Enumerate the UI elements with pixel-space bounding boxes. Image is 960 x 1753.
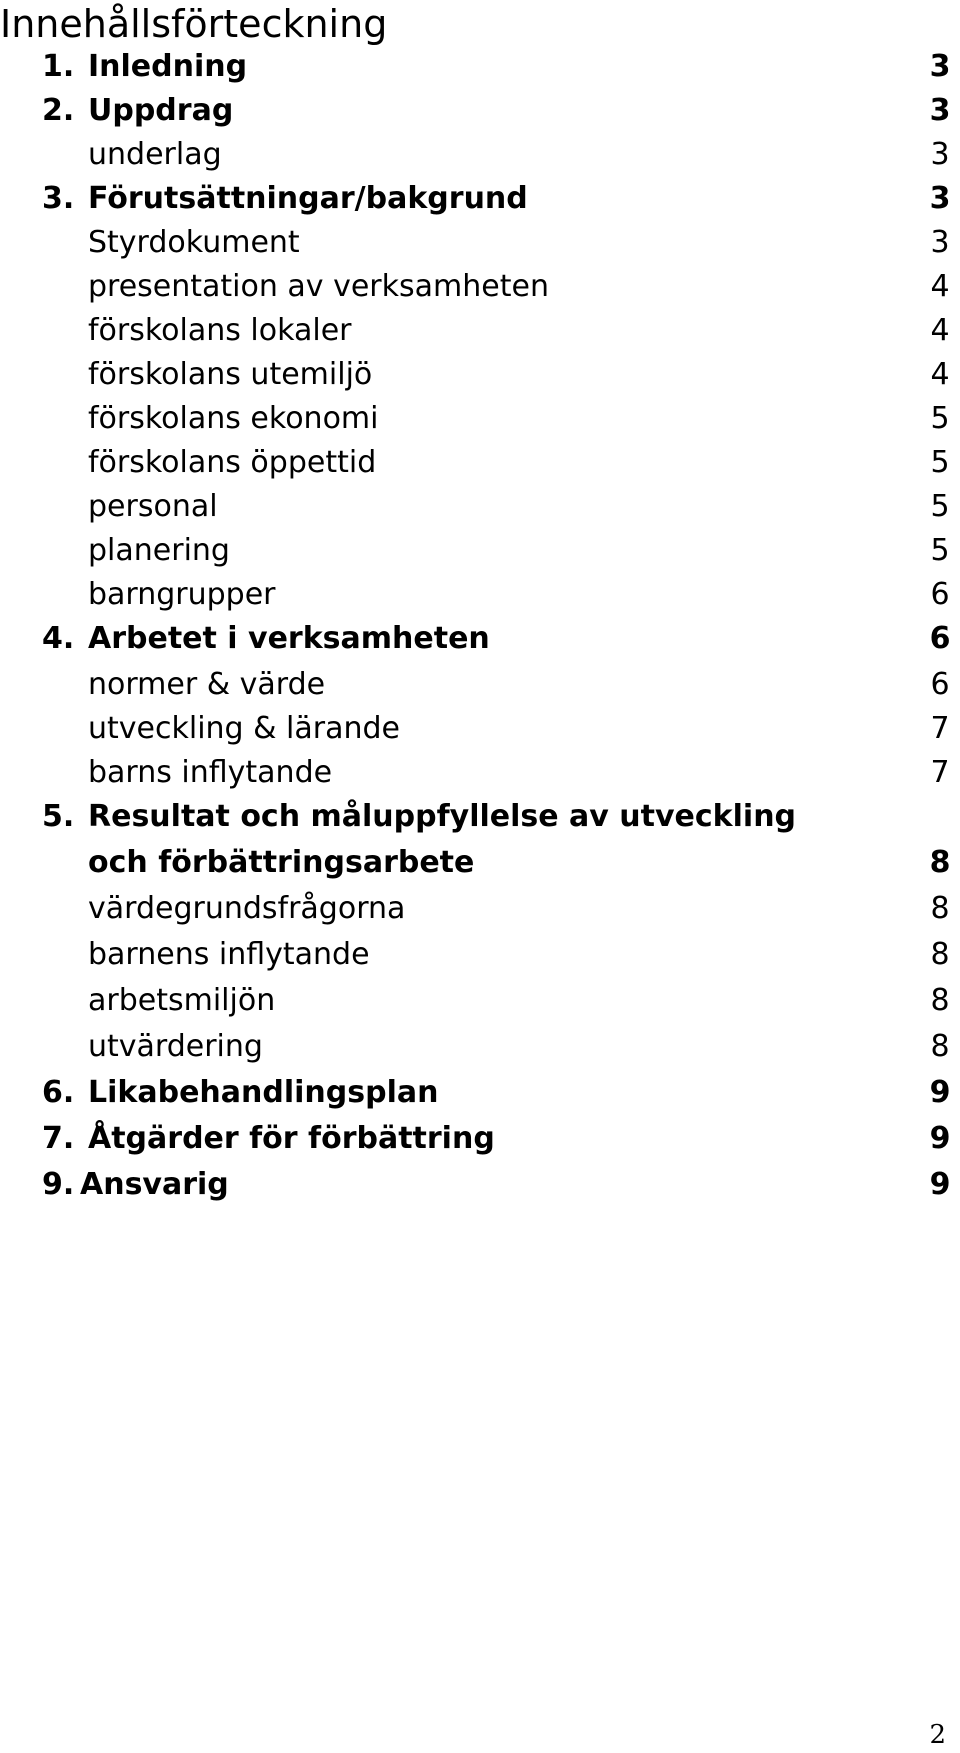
page-title: Innehållsförteckning (0, 2, 388, 46)
toc-entry-1[interactable] (0, 43, 960, 91)
toc-entry-page: 8 (930, 1029, 950, 1064)
toc-entry-page: 4 (930, 357, 950, 392)
toc-entry-page: 8 (929, 845, 951, 880)
toc-entry-barngrupper[interactable] (0, 571, 960, 619)
toc-entry-label: normer & värde (88, 667, 326, 702)
toc-entry-utemiljo[interactable] (0, 351, 960, 399)
toc-entry-5[interactable] (0, 793, 960, 841)
toc-entry-label: förskolans ekonomi (88, 401, 379, 436)
toc-entry-lokaler[interactable] (0, 307, 960, 355)
toc-entry-page: 6 (929, 621, 951, 656)
toc-entry-label: Uppdrag (88, 93, 234, 128)
toc-entry-number: 9. (42, 1167, 75, 1202)
toc-entry-page: 4 (930, 313, 950, 348)
toc-entry-number: 6. (42, 1075, 75, 1110)
toc-entry-3[interactable] (0, 175, 960, 223)
toc-entry-page: 3 (929, 181, 951, 216)
toc-entry-label: presentation av verksamheten (88, 269, 549, 304)
toc-entry-underlag[interactable] (0, 131, 960, 179)
toc-entry-utvardering[interactable] (0, 1023, 960, 1071)
toc-entry-label: Åtgärder för förbättring (88, 1121, 495, 1156)
toc-entry-number: 1. (42, 49, 75, 84)
toc-entry-label: Inledning (88, 49, 248, 84)
toc-entry-label: barnens inflytande (88, 937, 370, 972)
toc-entry-label: underlag (88, 137, 222, 172)
toc-entry-page: 5 (930, 489, 950, 524)
toc-entry-number: 2. (42, 93, 75, 128)
toc-entry-barnens-inflytande[interactable] (0, 931, 960, 979)
toc-entry-page: 3 (929, 49, 951, 84)
toc-entry-page: 3 (930, 225, 950, 260)
toc-entry-page: 9 (929, 1167, 951, 1202)
toc-entry-page: 5 (930, 401, 950, 436)
toc-entry-label: förskolans utemiljö (88, 357, 373, 392)
footer-page-number: 2 (929, 1720, 946, 1750)
toc-entry-page: 9 (929, 1121, 951, 1156)
toc-entry-number: 4. (42, 621, 75, 656)
toc-entry-page: 5 (930, 445, 950, 480)
toc-entry-2[interactable] (0, 87, 960, 135)
toc-entry-7[interactable] (0, 1115, 960, 1163)
toc-entry-arbetsmiljon[interactable] (0, 977, 960, 1025)
toc-entry-number: 3. (42, 181, 75, 216)
toc-entry-normer[interactable] (0, 661, 960, 709)
toc-entry-number: 5. (42, 799, 75, 834)
toc-entry-page: 6 (930, 667, 950, 702)
toc-entry-label: Resultat och måluppfyllelse av utveckling (88, 799, 797, 834)
toc-entry-9[interactable] (0, 1161, 960, 1209)
toc-entry-presentation[interactable] (0, 263, 960, 311)
toc-entry-label: Likabehandlingsplan (88, 1075, 439, 1110)
toc-entry-label: förskolans öppettid (88, 445, 377, 480)
toc-entry-page: 4 (930, 269, 950, 304)
toc-entry-page: 9 (929, 1075, 951, 1110)
toc-entry-number: 7. (42, 1121, 75, 1156)
toc-entry-label: barngrupper (88, 577, 276, 612)
toc-entry-label: Styrdokument (88, 225, 300, 260)
toc-entry-page: 7 (930, 755, 950, 790)
toc-entry-label: och förbättringsarbete (88, 845, 475, 880)
toc-entry-label: arbetsmiljön (88, 983, 276, 1018)
toc-entry-styrdokument[interactable] (0, 219, 960, 267)
toc-entry-label: utvärdering (88, 1029, 263, 1064)
toc-entry-page: 3 (929, 93, 951, 128)
toc-entry-4[interactable] (0, 615, 960, 663)
toc-entry-personal[interactable] (0, 483, 960, 531)
toc-entry-label: Arbetet i verksamheten (88, 621, 490, 656)
toc-entry-page: 6 (930, 577, 950, 612)
toc-entry-page: 8 (930, 891, 950, 926)
toc-entry-oppettid[interactable] (0, 439, 960, 487)
toc-entry-6[interactable] (0, 1069, 960, 1117)
toc-entry-page: 8 (930, 937, 950, 972)
toc-entry-utveckling[interactable] (0, 705, 960, 753)
toc-entry-label: barns inflytande (88, 755, 333, 790)
toc-entry-vardegrund[interactable] (0, 885, 960, 933)
toc-entry-barns-inflytande[interactable] (0, 749, 960, 797)
toc-entry-page: 5 (930, 533, 950, 568)
toc-entry-page: 3 (930, 137, 950, 172)
toc-entry-ekonomi[interactable] (0, 395, 960, 443)
toc-entry-label: personal (88, 489, 218, 524)
toc-entry-label: planering (88, 533, 230, 568)
toc-entry-page: 8 (930, 983, 950, 1018)
toc-entry-page: 7 (930, 711, 950, 746)
toc-entry-label: värdegrundsfrågorna (88, 891, 406, 926)
toc-entry-label: utveckling & lärande (88, 711, 400, 746)
toc-entry-label: Förutsättningar/bakgrund (88, 181, 528, 216)
toc-entry-label: Ansvarig (80, 1167, 229, 1202)
toc-entry-5-continued[interactable] (0, 839, 960, 887)
toc-entry-label: förskolans lokaler (88, 313, 352, 348)
toc-entry-planering[interactable] (0, 527, 960, 575)
